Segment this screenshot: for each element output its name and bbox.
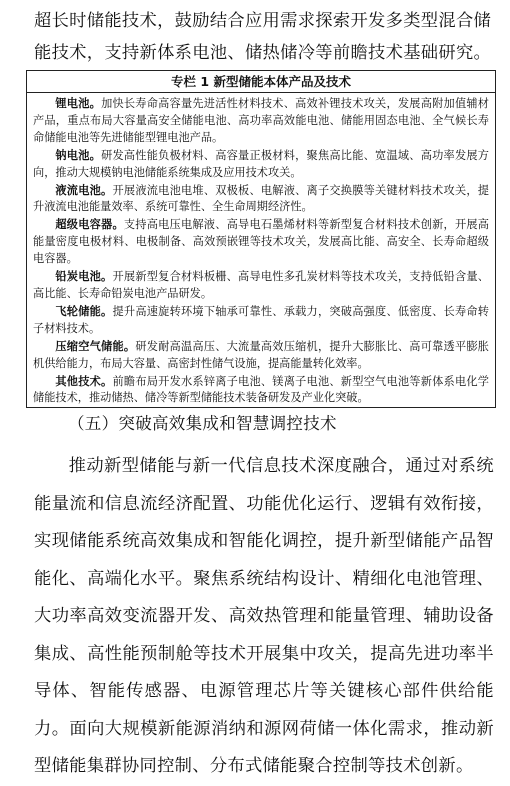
item-text: 研发高性能负极材料、高容量正极材料，聚焦高比能、宽温域、高功率发展方向，推动大规模钠电池储能系统集成及应用技术攻关。 (33, 148, 489, 179)
intro-paragraph: 超长时储能技术，鼓励结合应用需求探索开发多类型混合储能技术，支持新体系电池、储热储冷等前瞻技术基础研究。 (34, 11, 492, 63)
box-item-supercap (33, 216, 489, 268)
item-term: 超级电容器。 (55, 217, 124, 232)
box-item-flywheel (33, 303, 489, 338)
box-item-compressed-air (33, 338, 489, 373)
box-body (27, 93, 495, 407)
box-item-lithium (33, 95, 489, 147)
item-text: 研发耐高温高压、大流量高效压缩机，提升大膨胀比、高可靠透平膨胀机供给能力，布局大容量、高密封性储气设施，提高能量转化效率。 (33, 339, 489, 370)
item-text: 前瞻布局开发水系锌离子电池、镁离子电池、新型空气电池等新体系电化学储能技术，推动储热、储冷等新型储能技术装备研发及产业化突破。 (33, 374, 489, 405)
item-text: 支持高电压电解液、高导电石墨烯材料等新型复合材料技术创新，开展高能量密度电极材料、电极制备、高效预嵌锂等技术攻关，发展高比能、高安全、长寿命超级电容器。 (33, 218, 489, 266)
item-term: 液流电池。 (55, 182, 113, 197)
item-text: 开展液流电池电堆、双极板、电解液、离子交换膜等关键材料技术攻关，提升液流电池能量效率、系统可靠性、全生命周期经济性。 (33, 183, 489, 214)
item-term: 飞轮储能。 (55, 303, 113, 318)
item-term: 锂电池。 (55, 96, 102, 110)
item-term: 铅炭电池。 (55, 269, 113, 284)
item-text: 提升高速旋转环境下轴承可靠性、承载力，突破高强度、低密度、长寿命转子材料技术。 (33, 304, 489, 335)
section-paragraph: 推动新型储能与新一代信息技术深度融合，通过对系统能量流和信息流经济配置、功能优化运行、逻辑有效衔接，实现储能系统高效集成和智能化调控，提升新型储能产品智能化、高端化水平。聚焦系统结构设计、精细化电池管理、大功率高效变流器开发、高效热管理和能量管理、辅助设备集成、高性能预制舱等技术开展集中攻关，提高先进功率半导体、智能传感器、电源管理芯片等关键核心部件供给能力。面向大规模新能源消纳和源网荷储一体化需求，推动新型储能集群协同控制、分布式储能聚合控制等技术创新。 (34, 456, 494, 776)
item-text: 加快长寿命高容量先进活性材料技术、高效补锂技术攻关，发展高附加值辅材产品，重点布局大容量高安全储能电池、高功率高效能电池、储能用固态电池、全气候长寿命储能电池等先进储能型锂电池产品。 (33, 97, 489, 144)
box-item-flow (33, 182, 489, 217)
box-item-sodium (33, 147, 489, 182)
item-text: 开展新型复合材料板栅、高导电性多孔炭材料等技术攻关，支持低铅含量、高比能、长寿命铅炭电池产品研发。 (33, 270, 489, 300)
box-title: 专栏 1 新型储能本体产品及技术 (27, 71, 495, 93)
box-item-other (33, 373, 489, 408)
sidebar-box (26, 70, 496, 408)
item-term: 其他技术。 (55, 373, 113, 388)
box-item-lead-carbon (33, 268, 489, 303)
item-term: 钠电池。 (55, 147, 102, 162)
item-term: 压缩空气储能。 (55, 338, 136, 353)
section-heading: （五）突破高效集成和智慧调控技术 (68, 414, 337, 433)
